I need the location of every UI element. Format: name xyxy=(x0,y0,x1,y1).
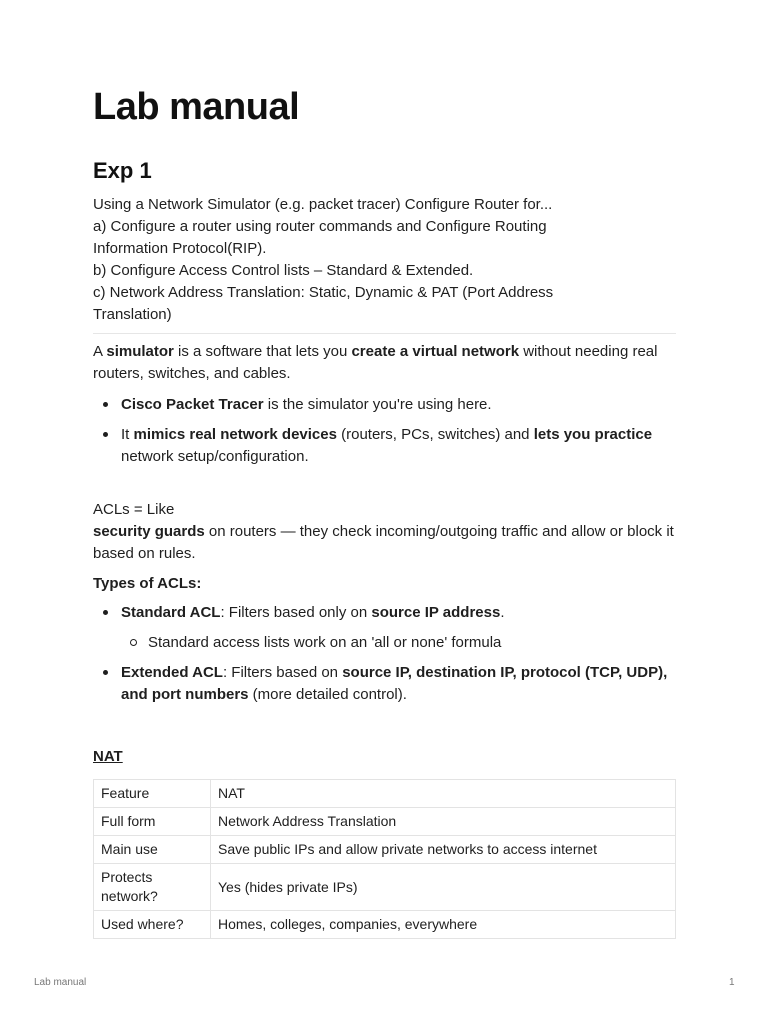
types-heading: Types of ACLs: xyxy=(93,575,202,592)
bullet-icon xyxy=(103,402,108,407)
intro-line: Translation) xyxy=(93,306,172,323)
intro-line: c) Network Address Translation: Static, Dynamic & PAT (Port Address xyxy=(93,284,554,301)
table-cell: Used where? xyxy=(94,911,211,939)
table-cell: Protects network? xyxy=(94,864,211,911)
intro-block xyxy=(93,194,676,326)
table-cell: NAT xyxy=(211,780,676,808)
table-row xyxy=(94,911,676,939)
table-row xyxy=(94,864,676,911)
nat-heading: NAT xyxy=(93,748,123,765)
acl-paragraph: ACLs = Like security guards on routers — they check incoming/outgoing traffic and allow or block it based on rules. xyxy=(93,501,674,562)
table-cell: Yes (hides private IPs) xyxy=(211,864,676,911)
intro-line: Using a Network Simulator (e.g. packet tracer) Configure Router for... xyxy=(93,196,553,213)
intro-line: a) Configure a router using router commands and Configure Routing xyxy=(93,218,547,235)
list-item: It mimics real network devices (routers, PCs, switches) and lets you practice network setup/configuration. xyxy=(121,424,676,468)
bullet-icon xyxy=(103,432,108,437)
bullet-icon xyxy=(103,670,108,675)
page-number: 1 xyxy=(729,977,735,988)
intro-line: b) Configure Access Control lists – Standard & Extended. xyxy=(93,262,474,279)
table-cell: Homes, colleges, companies, everywhere xyxy=(211,911,676,939)
acl-types-list xyxy=(121,602,676,714)
nat-table xyxy=(93,779,676,939)
sub-list-item: Standard access lists work on an 'all or none' formula xyxy=(148,632,676,654)
circle-bullet-icon xyxy=(130,639,137,646)
table-row xyxy=(94,836,676,864)
exp-heading: Exp 1 xyxy=(93,158,152,183)
sub-list xyxy=(121,632,676,654)
list-item: Cisco Packet Tracer is the simulator you're using here. xyxy=(121,394,676,416)
table-cell: Full form xyxy=(94,808,211,836)
list-item-standard: Standard ACL: Filters based only on source IP address. Standard access lists work on an 'all or none' formula xyxy=(121,602,676,654)
table-row xyxy=(94,780,676,808)
table-cell: Feature xyxy=(94,780,211,808)
intro-line: Information Protocol(RIP). xyxy=(93,240,267,257)
simulator-paragraph: A simulator is a software that lets you create a virtual network without needing real routers, switches, and cables. xyxy=(93,343,658,382)
divider xyxy=(93,333,676,334)
bullet-icon xyxy=(103,610,108,615)
table-cell: Network Address Translation xyxy=(211,808,676,836)
simulator-list xyxy=(121,394,676,476)
table-cell: Save public IPs and allow private networks to access internet xyxy=(211,836,676,864)
footer-title: Lab manual xyxy=(34,977,87,988)
table-row xyxy=(94,808,676,836)
list-item-extended: Extended ACL: Filters based on source IP, destination IP, protocol (TCP, UDP), and port numbers (more detailed control). xyxy=(121,662,676,706)
page-title: Lab manual xyxy=(93,86,300,128)
table-cell: Main use xyxy=(94,836,211,864)
